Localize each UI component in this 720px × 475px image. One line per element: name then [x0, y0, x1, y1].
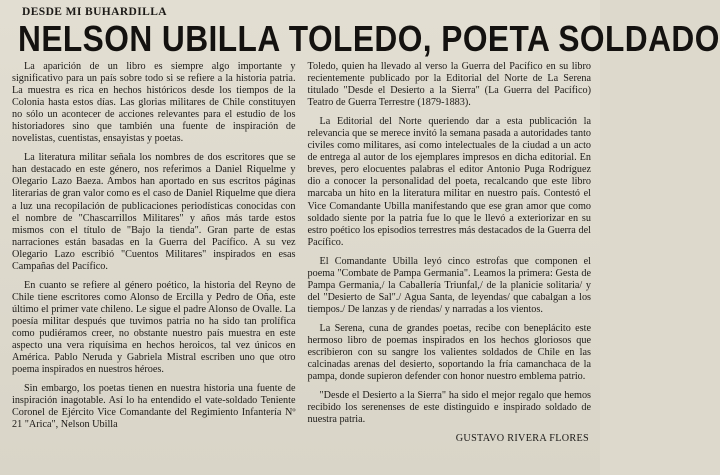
paragraph: La literatura militar señala los nombres de dos escritores que se han destacado en este género, nos referimos a Daniel Riquelme y Olegario Lazo Baeza. Ambos han aportado en sus escritos páginas literarias de gran valor como es el caso de Daniel Riquelme que diera a luz una recopilación de publicaciones periodísticas conocidas con el nombre de "Chascarrillos Militares" y años más tarde estos mismos con el título de "Bajo la tienda". Gran parte de estas narraciones están basadas en la Guerra del Pacífico. A su vez Olegario Lazo escribió "Cuentos Militares" inspirados en esas Campañas del Pacífico.: [12, 152, 296, 272]
article-body: [12, 61, 591, 445]
paragraph: El Comandante Ubilla leyó cinco estrofas que componen el poema "Combate de Pampa Germania". Leamos la primera: Gesta de Pampa Germania,/ la Caballería Triunfal,/ de la planicie solitaria/ y del "Desierto de Sal"./ Agua Santa, de leyendas/ que cabalgan a los tiempos./ De lanzas y de riendas/ y narradas a los vientos.: [307, 255, 591, 315]
headline: NELSON UBILLA TOLEDO, POETA SOLDADO: [18, 18, 720, 59]
paragraph: Toledo, quien ha llevado al verso la Guerra del Pacífico en su libro recientemente publicado por la Editorial del Norte de La Serena titulado "Desde el Desierto a la Sierra" (La Guerra del Pacífico) Teatro de Guerra Terrestre (1879-1883).: [307, 61, 591, 109]
paragraph: La aparición de un libro es siempre algo importante y significativo para un país sobre todo si se refiere a la historia patria. La muestra es rica en hechos históricos desde los tiempos de la Colonia hasta estos días. Las glorias militares de Chile constituyen no sólo un acontecer de acciones relevantes para el estudio de los historiadores sino que también una fuente de inspiración de novelistas, cuentistas, ensayistas y poetas.: [12, 61, 296, 145]
paragraph: En cuanto se refiere al género poético, la historia del Reyno de Chile tiene escritores como Alonso de Ercilla y Pedro de Oña, este último el primer vate chileno. Le sigue el padre Alonso de Ovalle. La poesía militar después que tuvimos patria no ha sido tan prolífica como pudiéramos creer, no obstante nuestro país muestra en este aspecto una vera riquísima en hechos heroicos, tal vez únicos en América. Pablo Neruda y Gabriela Mistral escriben uno que otro poema inspirados en nuestros héroes.: [12, 279, 296, 376]
author-byline: GUSTAVO RIVERA FLORES: [455, 433, 589, 445]
paragraph: La Serena, cuna de grandes poetas, recibe con beneplácito este hermoso libro de poemas inspirados en los hechos gloriosos que escribieron con su sangre los valientes soldados de Chile en las calcinadas arenas del desierto, soportando la fría camanchaca de la pampa, donde supieron defender con honor nuestro emblema patrio.: [307, 322, 591, 383]
section-heading: DESDE MI BUHARDILLA: [22, 6, 167, 18]
column-right: [308, 61, 592, 445]
paragraph: La Editorial del Norte queriendo dar a esta publicación la relevancia que se merece invitó la semana pasada a autoridades tanto civiles como militares, así como intelectuales de la ciudad a un acto de entrega al autor de los ejemplares impresos en dicha editorial. En breves, pero elocuentes palabras el editor Antonio Puga Rodríguez dio a conocer la personalidad del poeta, recalcando que este libro marcaba un hito en la literatura militar en nuestro país. Contestó el Vice Comandante Ubilla manifestando que ese gran amor que como soldado siente por la patria fue lo que le llevó a exteriorizar en su estro poético los episodios terrestres más destacados de la Guerra del Pacífico.: [307, 116, 591, 248]
paragraph: "Desde el Desierto a la Sierra" ha sido el mejor regalo que hemos recibido los serenenses de este distinguido e inspirado soldado de nuestra patria.: [307, 390, 591, 426]
paragraph: Sin embargo, los poetas tienen en nuestra historia una fuente de inspiración inagotable. Así lo ha entendido el vate-soldado Teniente Coronel de Ejército Vice Comandante del Regimiento Infantería Nº 21 "Arica", Nelson Ubilla: [12, 383, 296, 431]
column-left: [12, 61, 296, 445]
